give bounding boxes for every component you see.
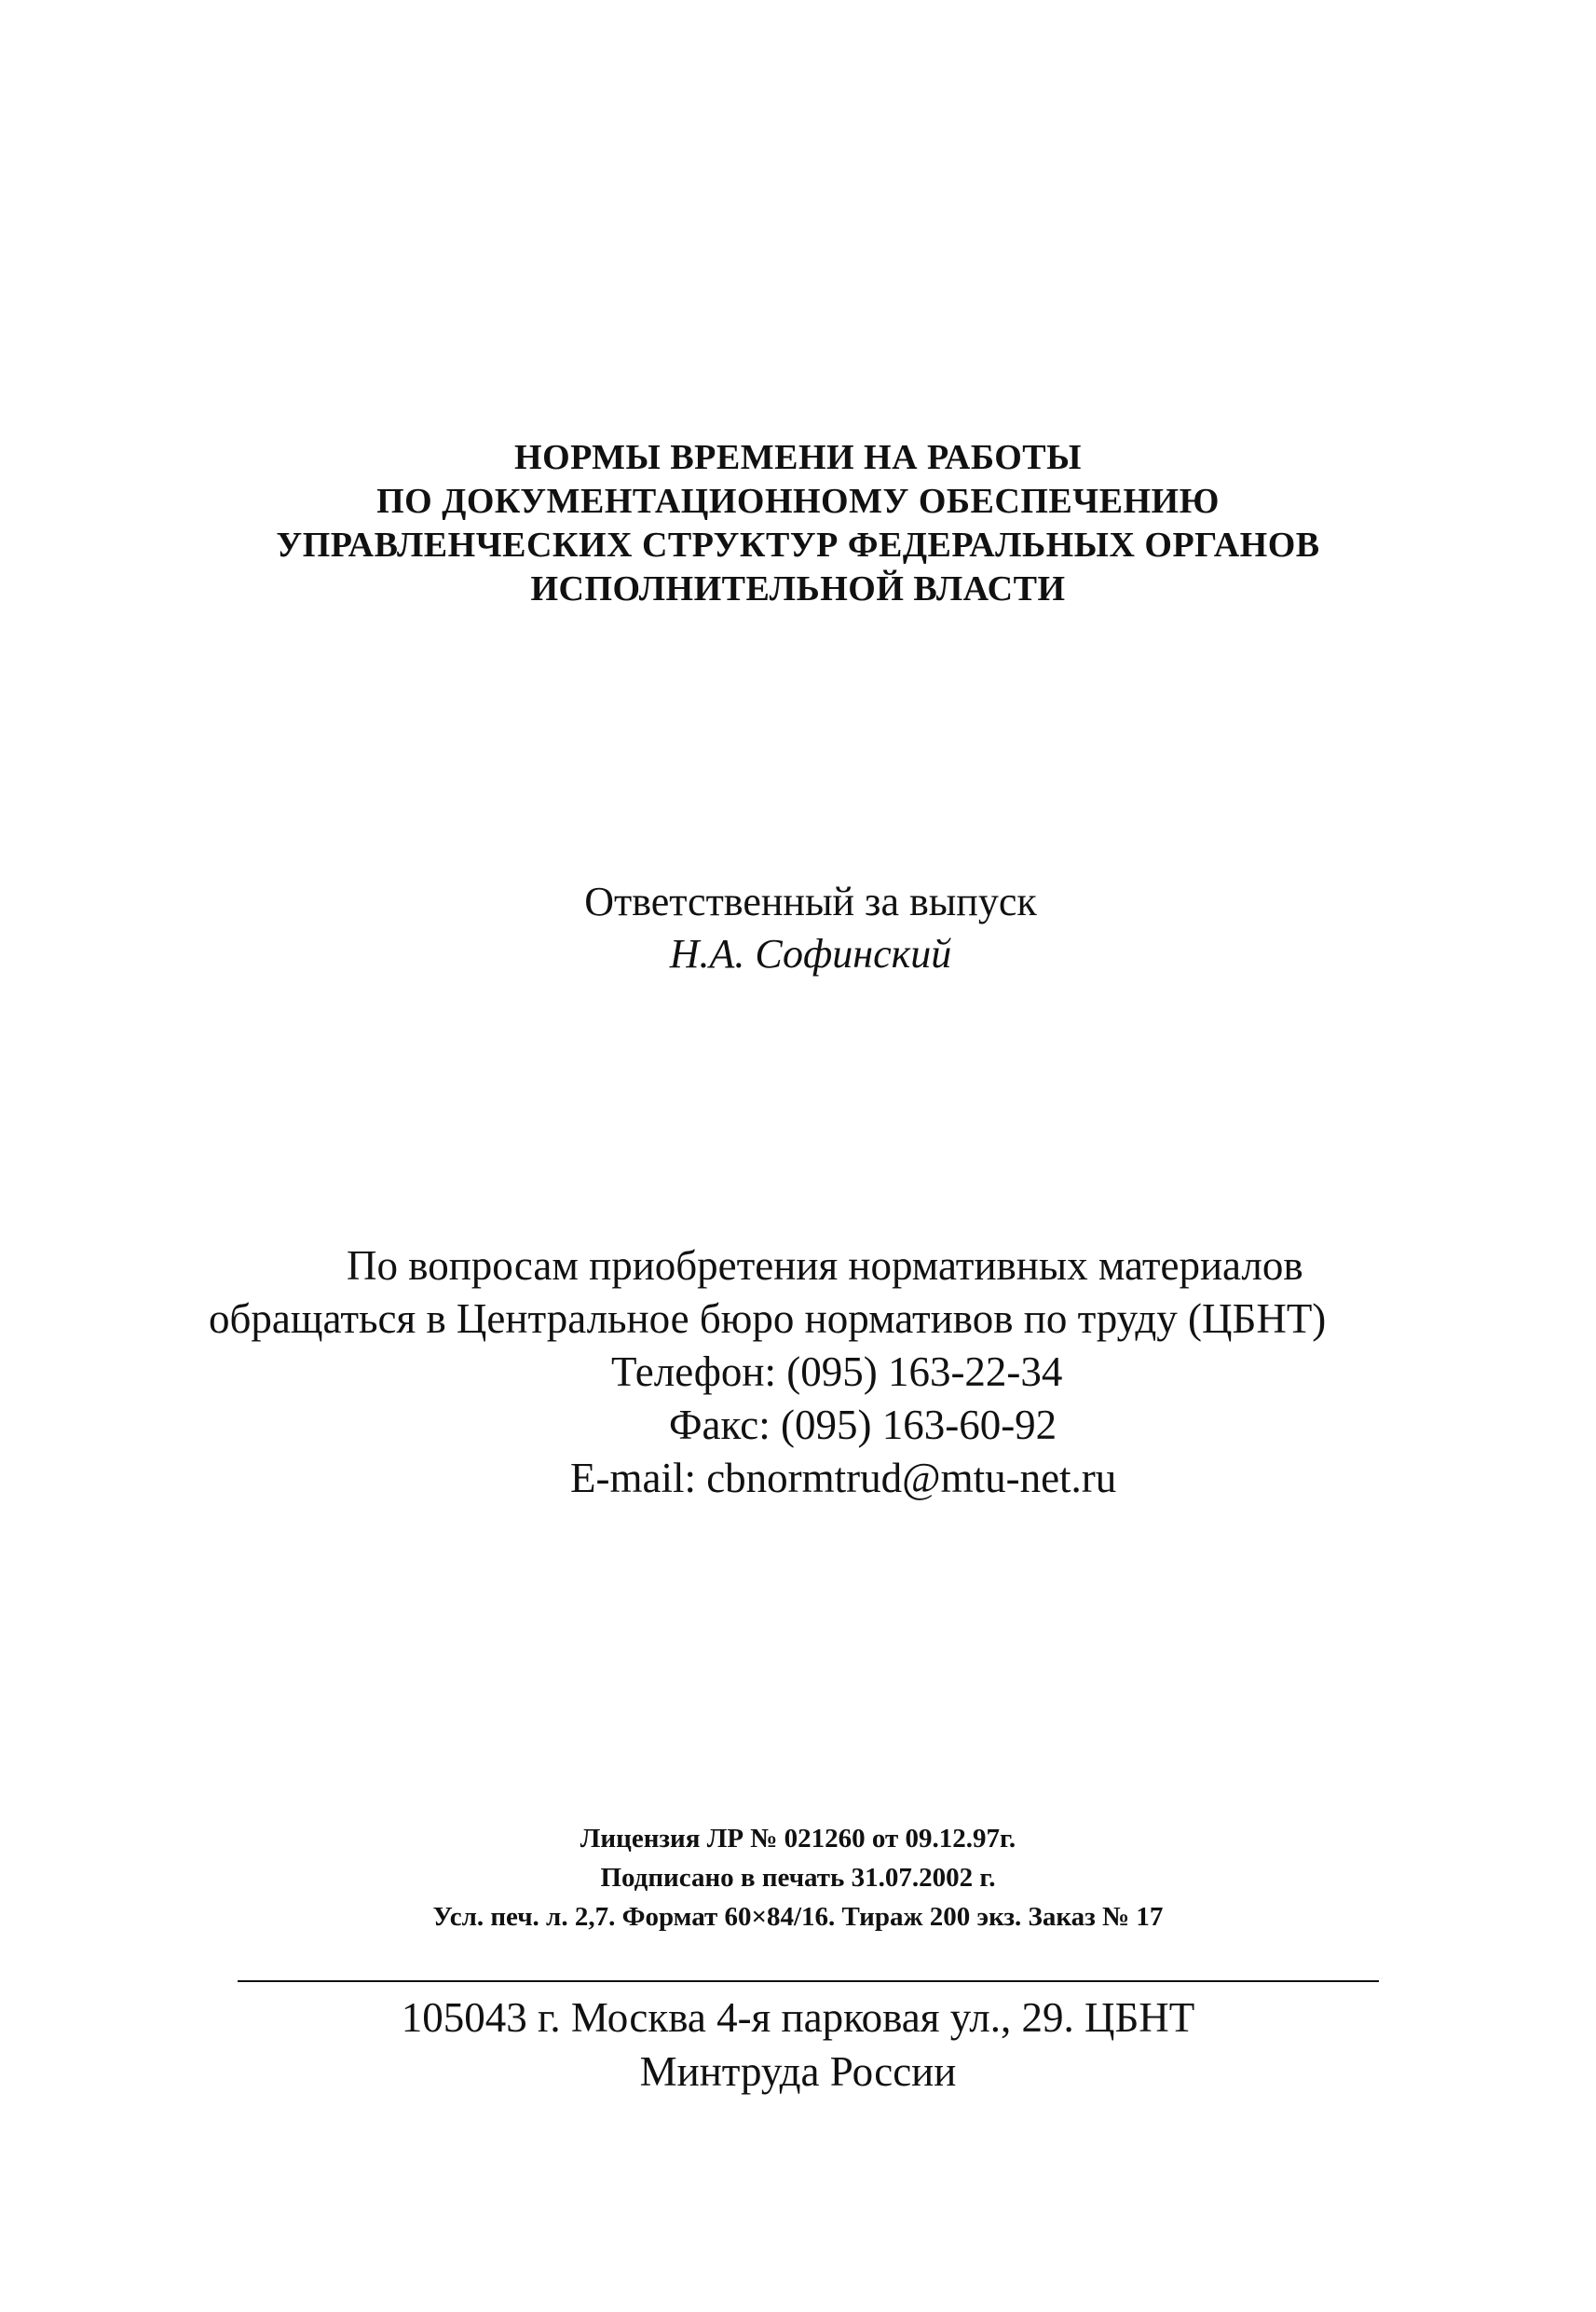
email-address: E-mail: cbnormtrud@mtu-net.ru (570, 1455, 1117, 1501)
title-line-3: УПРАВЛЕНЧЕСКИХ СТРУКТУР ФЕДЕРАЛЬНЫХ ОРГАНОВ (276, 526, 1320, 565)
contact-intro-line-1: По вопросам приобретения нормативных материалов (347, 1242, 1303, 1289)
responsible-name: Н.А. Софинский (669, 931, 952, 977)
address-line-1: 105043 г. Москва 4-я парковая ул., 29. ЦБНТ (401, 1994, 1195, 2041)
title-line-1: НОРМЫ ВРЕМЕНИ НА РАБОТЫ (514, 438, 1082, 477)
address-line-2: Минтруда России (639, 2048, 957, 2095)
fax-number: Факс: (095) 163-60-92 (669, 1402, 1057, 1448)
responsible-label: Ответственный за выпуск (584, 879, 1037, 924)
contact-intro-line-2: обращаться в Центральное бюро нормативов по труду (ЦБНТ) (209, 1295, 1327, 1342)
title-line-2: ПО ДОКУМЕНТАЦИОННОМУ ОБЕСПЕЧЕНИЮ (376, 482, 1220, 521)
address-block (0, 1991, 1596, 2099)
title-line-4: ИСПОЛНИТЕЛЬНОЙ ВЛАСТИ (530, 569, 1066, 609)
phone-number: Телефон: (095) 163-22-34 (611, 1348, 1063, 1395)
horizontal-divider (238, 1980, 1379, 1982)
license-line: Лицензия ЛР № 021260 от 09.12.97г. (580, 1824, 1016, 1854)
document-title (0, 436, 1596, 611)
responsible-block (503, 876, 1118, 980)
imprint-block (0, 1819, 1596, 1936)
signed-line: Подписано в печать 31.07.2002 г. (600, 1863, 996, 1893)
print-details-line: Усл. печ. л. 2,7. Формат 60×84/16. Тираж 200 экз. Заказ № 17 (432, 1902, 1164, 1932)
